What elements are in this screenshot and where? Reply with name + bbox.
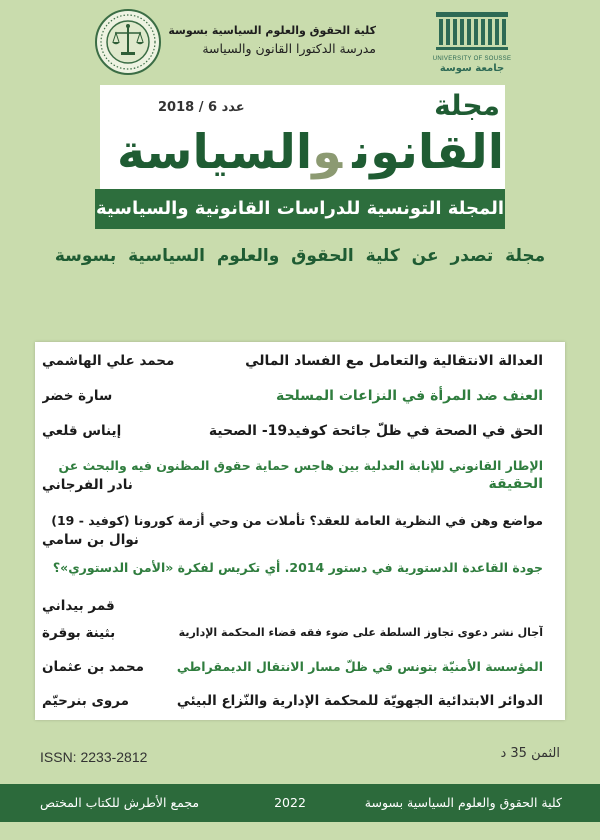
university-name-en: UNIVERSITY OF SOUSSE	[432, 56, 512, 62]
article-author: مروى بنرحيّم	[42, 693, 130, 709]
journal-subtitle-bar: المجلة التونسية للدراسات القانونية والسياسية	[95, 189, 505, 229]
issue-number: عدد 6 / 2018	[158, 100, 245, 115]
footer-distributor: مجمع الأطرش للكتاب المختص	[40, 795, 200, 810]
article-author: محمد بن عثمان	[42, 659, 144, 675]
article-author: نادر الفرجاني	[42, 477, 133, 493]
journal-title	[116, 118, 504, 188]
university-name-ar: جامعة سوسة	[439, 63, 505, 74]
article-author: سارة خضر	[42, 388, 113, 404]
faculty-name: كلية الحقوق والعلوم السياسية بسوسة	[168, 24, 376, 37]
journal-tagline: مجلة تصدر عن كلية الحقوق والعلوم السياسية بسوسة	[54, 246, 546, 266]
price-label: الثمن 35 د	[500, 746, 560, 761]
article-author: إيناس قلعي	[42, 423, 122, 439]
article-title: العدالة الانتقالية والتعامل مع الفساد المالي	[245, 353, 543, 369]
university-building-icon	[434, 10, 510, 54]
article-author: محمد علي الهاشمي	[42, 353, 175, 369]
article-title: آجال نشر دعوى تجاوز السلطة على ضوء فقه قضاء المحكمة الإدارية	[178, 626, 543, 639]
article-title: مواضع وهن في النظرية العامة للعقد؟ تأملات من وحي أزمة كورونا (كوفيد - 19)	[51, 513, 543, 528]
article-title: الدوائر الابتدائية الجهويّة للمحكمة الإدارية والنّزاع البيئي	[176, 693, 543, 709]
journal-title-part1: القانون	[352, 125, 504, 180]
article-author: قمر بيداني	[42, 598, 115, 614]
journal-title-conjunction: و	[312, 125, 342, 180]
footer-publisher-faculty: كلية الحقوق والعلوم السياسية بسوسة	[364, 795, 562, 810]
article-title: جودة القاعدة الدستورية في دستور 2014. أي تكريس لفكرة «الأمن الدستوري»؟	[52, 560, 543, 575]
faculty-seal-icon	[94, 8, 162, 76]
issn-number: ISSN: 2233-2812	[40, 749, 148, 765]
doctoral-school-name: مدرسة الدكتورا القانون والسياسة	[202, 41, 376, 56]
article-title: الإطار القانوني للإنابة العدلية بين هاجس حماية حقوق المظنون فيه والبحث عن	[58, 458, 543, 473]
journal-title-part2: السياسة	[116, 125, 313, 180]
university-logo	[428, 10, 516, 84]
article-author: نوال بن سامي	[42, 532, 139, 548]
article-title: المؤسسة الأمنيّة بتونس في ظلّ مسار الانتقال الديمقراطي	[176, 659, 543, 674]
article-title-continued: الحقيقة	[488, 476, 543, 492]
journal-label: مجلة	[434, 89, 500, 122]
article-title: الحق في الصحة في ظلّ جائحة كوفيد19- الصحية	[208, 423, 543, 439]
article-title: العنف ضد المرأة في النزاعات المسلحة	[275, 388, 543, 404]
article-author: بثينة بوقرة	[42, 625, 116, 641]
footer-year: 2022	[274, 795, 306, 810]
